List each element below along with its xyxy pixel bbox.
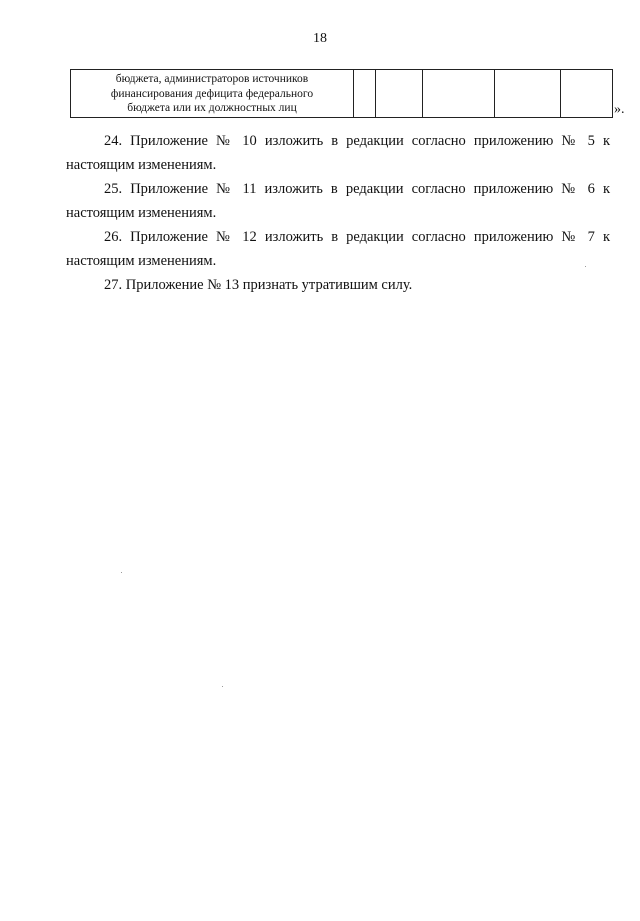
- paragraph-line: 25. Приложение № 11 изложить в редакции согласно приложению № 6 к: [104, 181, 610, 197]
- table-cell-empty: [423, 70, 495, 118]
- paragraph-line: 24. Приложение № 10 изложить в редакции согласно приложению № 5 к: [104, 133, 610, 149]
- table-row: [71, 70, 613, 118]
- budget-table-fragment: [70, 69, 613, 118]
- paragraph-line: 26. Приложение № 12 изложить в редакции согласно приложению № 7 к: [104, 229, 610, 245]
- table-cell-empty: [354, 70, 376, 118]
- paragraph-24: [66, 129, 610, 177]
- table-cell-empty: [495, 70, 561, 118]
- table-cell-empty: [376, 70, 423, 118]
- table-cell-description: [71, 70, 354, 118]
- table-cell-line: бюджета, администраторов источников: [115, 73, 309, 86]
- scan-speck: [121, 572, 122, 573]
- scan-speck: [222, 686, 223, 687]
- paragraph-line: настоящим изменениям.: [66, 253, 217, 269]
- table-cell-line: финансирования дефицита федерального: [110, 87, 314, 100]
- page-number: 18: [313, 31, 327, 46]
- paragraph-25: [66, 177, 610, 225]
- paragraph-27: 27. Приложение № 13 признать утратившим силу.: [104, 277, 413, 293]
- table-cell-line: бюджета или их должностных лиц: [127, 102, 297, 115]
- paragraph-line: настоящим изменениям.: [66, 157, 217, 173]
- paragraph-26: [66, 225, 610, 273]
- paragraph-line: настоящим изменениям.: [66, 205, 217, 221]
- table-cell-empty: [561, 70, 613, 118]
- scan-speck: [585, 266, 586, 267]
- closing-quote: ».: [614, 102, 625, 117]
